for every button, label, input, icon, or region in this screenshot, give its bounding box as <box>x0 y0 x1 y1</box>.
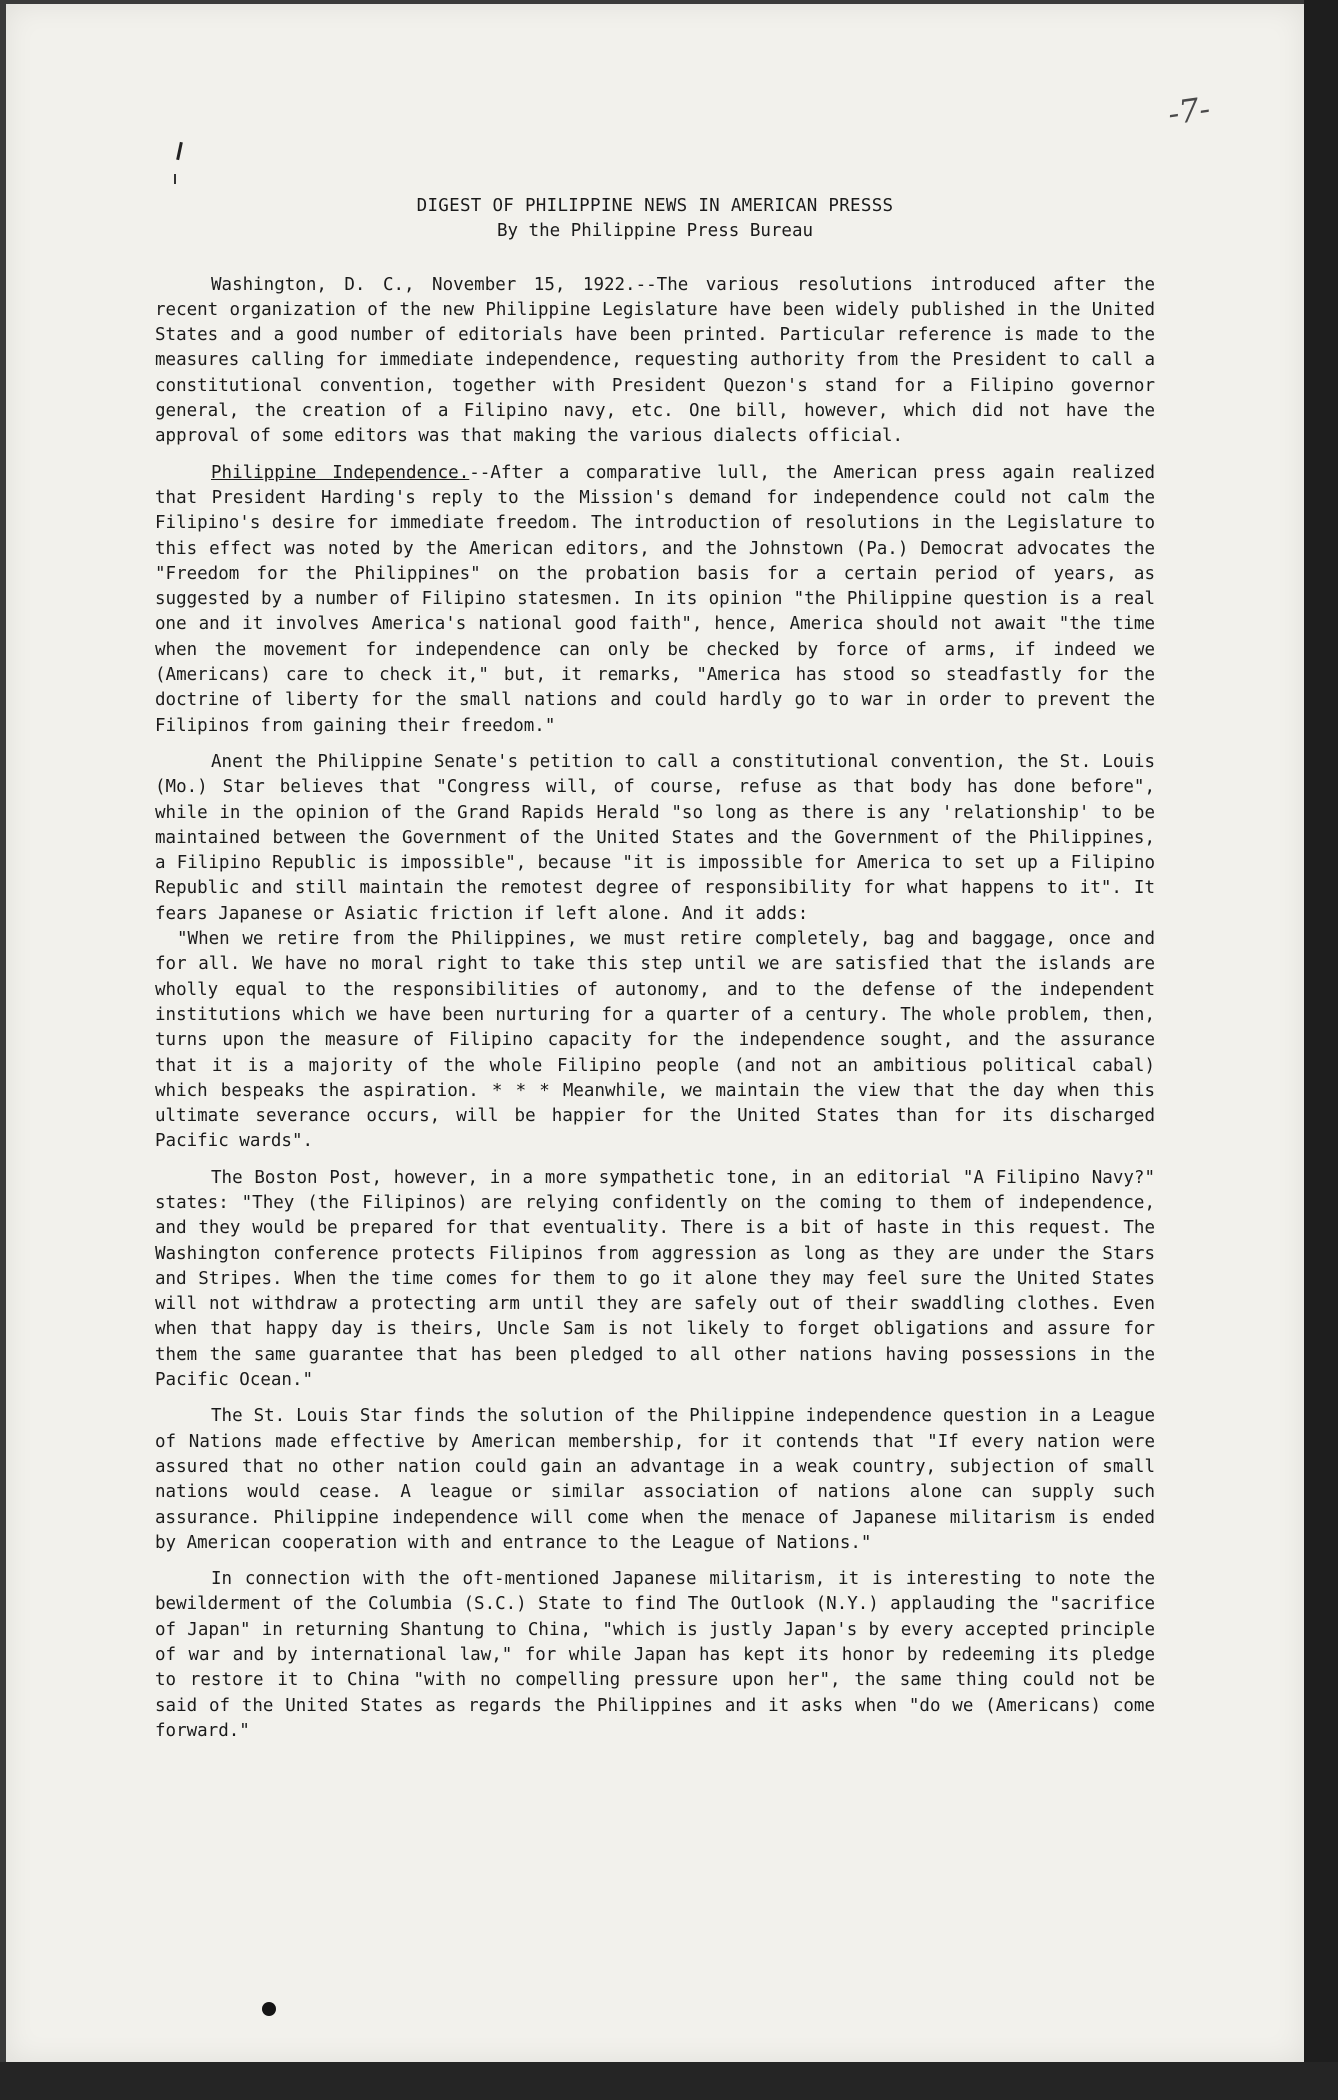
paragraph-text: Washington, D. C., November 15, 1922.--The various resolutions introduced after the recent organization of the new Philippine Legislature have been widely published in the United States and a good number of editorials have been printed. Particular reference is made to the measures calling for immediate independence, requesting authority from the President to call a constitutional convention, together with President Quezon's stand for a Filipino governor general, the creation of a Filipino navy, etc. One bill, however, which did not have the approval of some editors was that making the various dialects official. <box>155 274 1155 447</box>
paragraph-japanese-militarism <box>155 1567 1155 1744</box>
paragraph-text: The Boston Post, however, in a more sympathetic tone, in an editorial "A Filipino Navy?" states: "They (the Filipinos) are relying confidently on the coming to them of independence, and they would be prepared for that eventuality. There is a bit of haste in this request. The Washington conference protects Filipinos from aggression as long as they are under the Stars and Stripes. When the time comes for them to go it alone they may feel sure the United States will not withdraw a protecting arm until they are safely out of their swaddling clothes. Even when that happy day is theirs, Uncle Sam is not likely to forget obligations and assure for them the same guarantee that has been pledged to all other nations having possessions in the Pacific Ocean." <box>155 1167 1155 1391</box>
margin-tick-mark-small <box>174 174 176 184</box>
paragraph-lead-heading: Philippine Independence. <box>211 462 470 483</box>
paragraph-text: Anent the Philippine Senate's petition to call a constitutional convention, the St. Louis (Mo.) Star believes that "Congress will, of course, refuse as that body has done before", while in the opinion of the Grand Rapids Herald "so long as there is any 'relationship' to be maintained between the Government of the United States and the Government of the Philippines, a Filipino Republic is impossible", because "it is impossible for America to set up a Filipino Republic and still maintain the remotest degree of responsibility for what happens to it". It fears Japanese or Asiatic friction if left alone. And it adds: <box>155 751 1155 924</box>
document-subtitle: By the Philippine Press Bureau <box>496 221 814 242</box>
quote-text: "When we retire from the Philippines, we must retire completely, bag and baggage, once and for all. We have no moral right to take this step until we are satisfied that the islands are wholly equal to the responsibilities of autonomy, and to the defense of the independent institutions which we have been nurturing for a quarter of a century. The whole problem, then, turns upon the measure of Filipino capacity for the independence sought, and the assurance that it is a majority of the whole Filipino people (and not an ambitious political cabal) which bespeaks the aspiration. * * * Meanwhile, we maintain the view that the day when this ultimate severance occurs, will be happier for the United States than for its discharged Pacific wards". <box>155 929 1155 1152</box>
document-title: DIGEST OF PHILIPPINE NEWS IN AMERICAN PRESSS <box>416 196 894 216</box>
scan-border-bottom <box>0 2062 1338 2100</box>
paragraph-league-of-nations <box>155 1404 1155 1556</box>
paragraph-boston-post <box>155 1166 1155 1394</box>
ink-dot <box>262 2002 276 2016</box>
paragraph-senate-petition <box>155 750 1155 927</box>
paragraph-text: In connection with the oft-mentioned Japanese militarism, it is interesting to note the bewilderment of the Columbia (S.C.) State to find The Outlook (N.Y.) applauding the "sacrifice of Japan" in returning Shantung to China, "which is justly Japan's by every accepted principle of war and by international law," for while Japan has kept its honor by redeeming its pledge to restore it to China "with no compelling pressure upon her", the same thing could not be said of the United States as regards the Philippines and it asks when "do we (Americans) come forward." <box>155 1569 1155 1741</box>
quoted-editorial <box>155 927 1155 1155</box>
scan-border-right <box>1304 0 1338 2100</box>
margin-page-note: -7- <box>1165 89 1213 133</box>
paragraph-text: --After a comparative lull, the American press again realized that President Harding's reply to the Mission's demand for independence could not calm the Filipino's desire for immediate freedom. The introduction of resolutions in the Legislature to this effect was noted by the American editors, and the Johnstown (Pa.) Democrat advocates the "Freedom for the Philippines" on the probation basis for a certain period of years, as suggested by a number of Filipino statesmen. In its opinion "the Philippine question is a real one and it involves America's national good faith", hence, America should not await "the time when the movement for independence can only be checked by force of arms, if indeed we (Americans) care to check it," but, it remarks, "America has stood so steadfastly for the doctrine of liberty for the small nations and could hardly go to war in order to prevent the Filipinos from gaining their freedom." <box>155 462 1155 736</box>
paragraph-intro <box>155 273 1155 450</box>
paragraph-independence <box>155 461 1155 739</box>
paragraph-text: The St. Louis Star finds the solution of the Philippine independence question in a League of Nations made effective by American membership, for it contends that "If every nation were assured that no other nation could gain an advantage in a weak country, subjection of small nations would cease. A league or similar association of nations alone can supply such assurance. Philippine independence will come when the menace of Japanese militarism is ended by American cooperation with and entrance to the League of Nations." <box>155 1406 1155 1553</box>
document-body <box>155 194 1155 1755</box>
